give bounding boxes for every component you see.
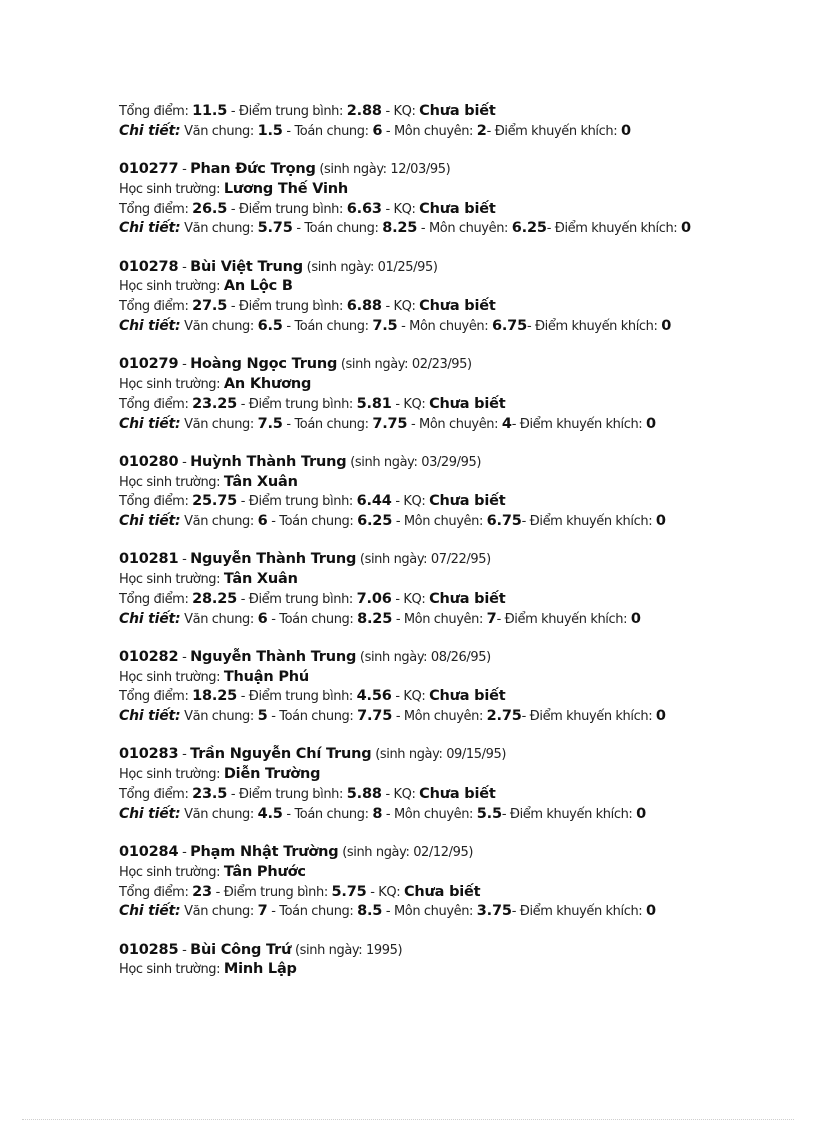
student-dob: 02/12/95 — [413, 845, 469, 861]
student-entry — [119, 160, 709, 239]
student-name: Nguyễn Thành Trung — [190, 648, 357, 665]
student-name: Hoàng Ngọc Trung — [190, 356, 338, 373]
student-entry — [119, 258, 709, 337]
score-line: Tổng điểm: 18.25 - Điểm trung bình: 4.56 - KQ: Chưa biết — [119, 688, 506, 705]
student-name: Phạm Nhật Trường — [190, 844, 339, 861]
student-name: Huỳnh Thành Trung — [190, 453, 347, 470]
student-id: 010282 — [119, 648, 179, 665]
score-line: Tổng điểm: 23.25 - Điểm trung bình: 5.81 - KQ: Chưa biết — [119, 395, 506, 412]
document-page — [119, 102, 709, 999]
school-name: Tân Phước — [223, 863, 306, 880]
school-name: Lương Thế Vinh — [223, 180, 348, 197]
math-score: 6.25 — [357, 513, 393, 530]
partial-entry — [119, 102, 709, 142]
bonus-score: 0 — [681, 220, 691, 237]
result: Chưa biết — [403, 883, 481, 900]
result: Chưa biết — [429, 395, 506, 412]
bonus-score: 0 — [661, 317, 672, 334]
student-list — [119, 160, 709, 922]
student-header: 010282 - Nguyễn Thành Trung (sinh ngày: 08/26/95) — [119, 648, 491, 665]
specialty-score: 4 — [501, 415, 512, 432]
specialty-score: 2.75 — [486, 708, 522, 725]
last-entry — [119, 941, 709, 981]
average-score: 6.63 — [346, 200, 382, 217]
student-header: 010278 - Bùi Việt Trung (sinh ngày: 01/25/95) — [119, 258, 438, 275]
specialty-score: 7 — [486, 610, 497, 627]
total-score: 28.25 — [192, 590, 238, 607]
school-line: Học sinh trường: Lương Thế Vinh — [119, 180, 348, 197]
literature-score: 5 — [257, 708, 268, 725]
score-line: Tổng điểm: 26.5 - Điểm trung bình: 6.63 - KQ: Chưa biết — [119, 200, 496, 217]
school-name: An Lộc B — [223, 278, 293, 295]
result: Chưa biết — [429, 493, 506, 510]
bonus-score: 0 — [636, 805, 647, 822]
student-header: 010279 - Hoàng Ngọc Trung (sinh ngày: 02/23/95) — [119, 356, 472, 373]
math-score: 8.5 — [357, 903, 383, 920]
student-id: 010284 — [119, 844, 179, 861]
bonus-score: 0 — [655, 513, 666, 530]
math-score: 7.75 — [357, 708, 393, 725]
result: Chưa biết — [419, 200, 496, 217]
score-line: Tổng điểm: 27.5 - Điểm trung bình: 6.88 - KQ: Chưa biết — [119, 298, 496, 315]
math-score: 7.5 — [372, 317, 398, 334]
detail-line: Chi tiết: Văn chung: 5 - Toán chung: 7.75 - Môn chuyên: 2.75- Điểm khuyến khích: 0 — [119, 708, 666, 725]
school-name: Thuận Phú — [223, 668, 310, 685]
student-name: Bùi Việt Trung — [190, 258, 303, 275]
detail-line: Chi tiết: Văn chung: 4.5 - Toán chung: 8 - Môn chuyên: 5.5- Điểm khuyến khích: 0 — [119, 805, 647, 822]
result: Chưa biết — [429, 590, 506, 607]
student-header: 010281 - Nguyễn Thành Trung (sinh ngày: 07/22/95) — [119, 551, 491, 568]
student-header: 010277 - Phan Đức Trọng (sinh ngày: 12/03/95) — [119, 160, 451, 177]
literature-score: 6 — [257, 610, 268, 627]
detail-line: Chi tiết: Văn chung: 7 - Toán chung: 8.5 - Môn chuyên: 3.75- Điểm khuyến khích: 0 — [119, 903, 656, 920]
average-score: 4.56 — [356, 688, 392, 705]
math-score: 7.75 — [372, 415, 408, 432]
student-header: 010280 - Huỳnh Thành Trung (sinh ngày: 03/29/95) — [119, 453, 482, 470]
student-dob: 09/15/95 — [446, 747, 502, 763]
school-name: Tân Xuân — [223, 473, 298, 490]
total-score: 27.5 — [192, 298, 228, 315]
bonus-score: 0 — [646, 903, 656, 920]
student-name: Nguyễn Thành Trung — [190, 551, 357, 568]
specialty-score: 6.75 — [491, 317, 527, 334]
average-score: 7.06 — [356, 590, 392, 607]
score-line: Tổng điểm: 25.75 - Điểm trung bình: 6.44 - KQ: Chưa biết — [119, 493, 506, 510]
literature-score: 7 — [257, 903, 268, 920]
student-header: 010283 - Trần Nguyễn Chí Trung (sinh ngày: 09/15/95) — [119, 746, 507, 763]
student-entry — [119, 648, 709, 727]
average-score: 5.88 — [346, 786, 382, 803]
score-line: Tổng điểm: 28.25 - Điểm trung bình: 7.06 - KQ: Chưa biết — [119, 590, 506, 607]
literature-score: 6.5 — [257, 317, 283, 334]
average-score: 5.81 — [356, 395, 392, 412]
student-name: Phan Đức Trọng — [190, 160, 316, 177]
result: Chưa biết — [419, 298, 496, 315]
score-line: Tổng điểm: 23 - Điểm trung bình: 5.75 - KQ: Chưa biết — [119, 883, 481, 900]
math-score: 8.25 — [382, 220, 418, 237]
specialty-score: 3.75 — [476, 903, 512, 920]
total-score: 23.5 — [192, 786, 228, 803]
detail-line: Chi tiết: Văn chung: 6 - Toán chung: 8.25 - Môn chuyên: 7- Điểm khuyến khích: 0 — [119, 610, 641, 627]
bonus-score: 0 — [646, 415, 656, 432]
student-id: 010277 — [119, 160, 179, 177]
detail-line: Chi tiết: Văn chung: 7.5 - Toán chung: 7.75 - Môn chuyên: 4- Điểm khuyến khích: 0 — [119, 415, 656, 432]
school-line: Học sinh trường: Tân Xuân — [119, 473, 298, 490]
student-header: 010284 - Phạm Nhật Trường (sinh ngày: 02/12/95) — [119, 844, 474, 861]
specialty-score: 5.5 — [476, 805, 502, 822]
school-name: Tân Xuân — [223, 571, 298, 588]
total-score: 18.25 — [192, 688, 238, 705]
total-score: 26.5 — [192, 200, 228, 217]
student-id: 010283 — [119, 746, 179, 763]
school-line: Học sinh trường: An Khương — [119, 375, 312, 392]
literature-score: 6 — [257, 513, 268, 530]
detail-line: Chi tiết: Văn chung: 1.5 - Toán chung: 6 - Môn chuyên: 2- Điểm khuyến khích: 0 — [119, 122, 631, 139]
school-line: Học sinh trường: Tân Phước — [119, 863, 306, 880]
student-dob: 12/03/95 — [390, 161, 446, 177]
school-line: Học sinh trường: Diễn Trường — [119, 766, 321, 783]
literature-score: 4.5 — [257, 805, 283, 822]
school-line: Học sinh trường: An Lộc B — [119, 278, 293, 295]
result: Chưa biết — [419, 786, 496, 803]
specialty-score: 6.25 — [511, 220, 547, 237]
school-line: Học sinh trường: Tân Xuân — [119, 571, 298, 588]
math-score: 8 — [372, 805, 383, 822]
result: Chưa biết — [429, 688, 506, 705]
average-score: 5.75 — [331, 883, 367, 900]
bonus-score: 0 — [655, 708, 666, 725]
average-score: 6.88 — [346, 298, 382, 315]
total-score: 23 — [192, 883, 212, 900]
detail-line: Chi tiết: Văn chung: 6 - Toán chung: 6.25 - Môn chuyên: 6.75- Điểm khuyến khích: 0 — [119, 513, 666, 530]
student-entry — [119, 355, 709, 434]
score-line: Tổng điểm: 23.5 - Điểm trung bình: 5.88 - KQ: Chưa biết — [119, 786, 496, 803]
literature-score: 7.5 — [257, 415, 283, 432]
student-id: 010278 — [119, 258, 179, 275]
student-dob: 07/22/95 — [430, 552, 487, 568]
student-entry — [119, 550, 709, 629]
student-header: 010285 - Bùi Công Trứ (sinh ngày: 1995) — [119, 941, 403, 958]
page-bottom-border — [22, 1119, 794, 1120]
total-score: 25.75 — [192, 493, 238, 510]
student-dob: 03/29/95 — [421, 454, 477, 470]
student-entry — [119, 745, 709, 824]
school-name: An Khương — [223, 375, 312, 392]
student-name: Trần Nguyễn Chí Trung — [190, 746, 372, 763]
student-entry — [119, 453, 709, 532]
student-dob: 02/23/95 — [411, 357, 468, 373]
student-id: 010279 — [119, 356, 179, 373]
student-entry — [119, 843, 709, 922]
detail-line: Chi tiết: Văn chung: 5.75 - Toán chung: 8.25 - Môn chuyên: 6.25- Điểm khuyến khích: 0 — [119, 220, 691, 237]
school-name: Diễn Trường — [223, 766, 321, 783]
student-id: 010281 — [119, 551, 179, 568]
specialty-score: 6.75 — [486, 513, 522, 530]
school-line: Học sinh trường: Minh Lập — [119, 961, 297, 978]
school-line: Học sinh trường: Thuận Phú — [119, 668, 310, 685]
total-score: 23.25 — [192, 395, 238, 412]
detail-line: Chi tiết: Văn chung: 6.5 - Toán chung: 7.5 - Môn chuyên: 6.75- Điểm khuyến khích: 0 — [119, 317, 672, 334]
bonus-score: 0 — [630, 610, 641, 627]
student-dob: 08/26/95 — [430, 649, 487, 665]
math-score: 8.25 — [357, 610, 393, 627]
score-line: Tổng điểm: 11.5 - Điểm trung bình: 2.88 - KQ: Chưa biết — [119, 103, 496, 119]
average-score: 6.44 — [356, 493, 392, 510]
literature-score: 5.75 — [257, 220, 293, 237]
student-id: 010280 — [119, 453, 179, 470]
student-dob: 01/25/95 — [377, 259, 433, 275]
